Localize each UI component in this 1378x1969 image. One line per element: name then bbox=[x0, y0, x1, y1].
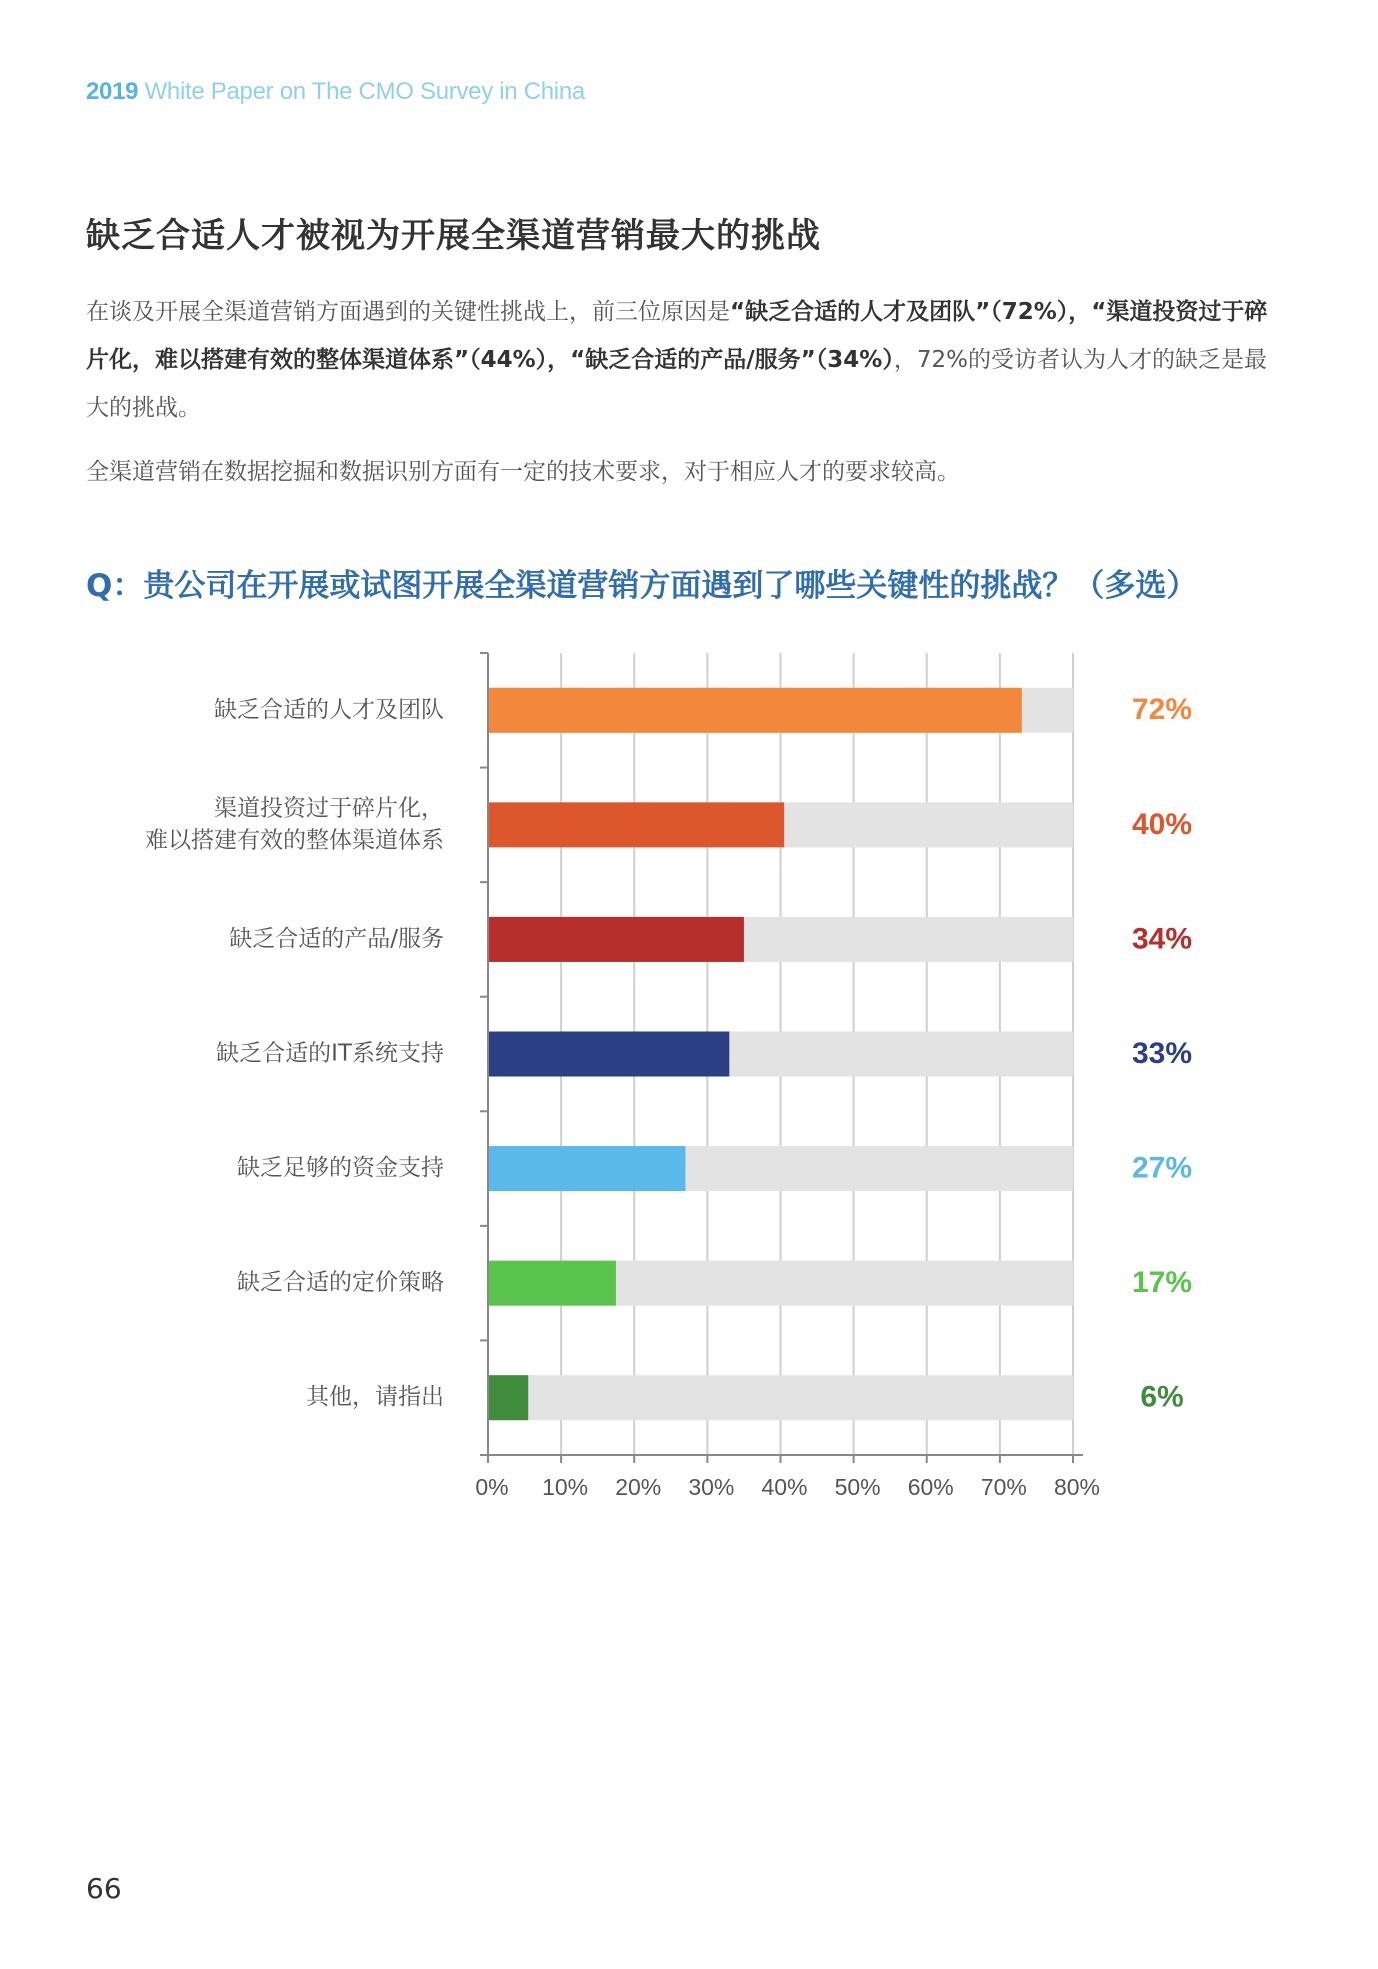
page-number: 66 bbox=[86, 1872, 122, 1905]
data-label: 33% bbox=[1131, 1036, 1193, 1070]
category-label: 缺乏合适的产品/服务 bbox=[229, 925, 444, 952]
bar-background bbox=[488, 1375, 1073, 1420]
bar bbox=[488, 688, 1022, 733]
category-label: 渠道投资过于碎片化， bbox=[214, 795, 444, 822]
intro-text-2: ，72%的受访者认为人才的缺乏是最大的挑战。 bbox=[86, 347, 1267, 421]
bar bbox=[488, 917, 744, 962]
x-tick-label: 80% bbox=[1053, 1474, 1101, 1500]
header-subtitle: White Paper on The CMO Survey in China bbox=[138, 78, 585, 105]
x-tick-label: 40% bbox=[761, 1474, 808, 1500]
data-label: 34% bbox=[1131, 922, 1193, 956]
bar bbox=[488, 1032, 729, 1077]
category-label: 缺乏合适的定价策略 bbox=[237, 1269, 444, 1296]
category-label: 缺乏合适的IT系统支持 bbox=[216, 1040, 444, 1067]
secondary-paragraph: 全渠道营销在数据挖掘和数据识别方面有一定的技术要求，对于相应人才的要求较高。 bbox=[86, 459, 960, 485]
data-label: 17% bbox=[1131, 1266, 1193, 1300]
bar bbox=[488, 1375, 528, 1420]
data-label: 72% bbox=[1131, 693, 1193, 727]
intro-text-1: 在谈及开展全渠道营销方面遇到的关键性挑战上，前三位原因是 bbox=[86, 299, 730, 325]
page-title: 缺乏合适人才被视为开展全渠道营销最大的挑战 bbox=[86, 216, 821, 256]
x-tick-label: 10% bbox=[542, 1474, 589, 1500]
x-tick-label: 0% bbox=[475, 1474, 509, 1500]
x-tick-label: 20% bbox=[615, 1474, 662, 1500]
intro-bold-reasons: “缺乏合适的人才及团队”（72%），“渠道投资过于碎片化，难以搭建有效的整体渠道体系”（44%），“缺乏合适的产品/服务”（34%） bbox=[86, 299, 1268, 373]
header-year: 2019 bbox=[86, 78, 139, 105]
x-tick-label: 30% bbox=[688, 1474, 735, 1500]
category-label: 难以搭建有效的整体渠道体系 bbox=[145, 827, 444, 854]
data-label: 27% bbox=[1131, 1151, 1193, 1185]
category-label: 缺乏合适的人才及团队 bbox=[214, 696, 444, 723]
category-label: 其他，请指出 bbox=[306, 1384, 444, 1411]
x-tick-label: 50% bbox=[834, 1474, 881, 1500]
bar bbox=[488, 802, 784, 847]
category-label: 缺乏足够的资金支持 bbox=[237, 1155, 444, 1182]
data-label: 40% bbox=[1131, 807, 1193, 841]
x-tick-label: 60% bbox=[907, 1474, 954, 1500]
data-label: 6% bbox=[1140, 1380, 1184, 1414]
bar bbox=[488, 1261, 616, 1306]
bar bbox=[488, 1146, 685, 1191]
survey-question: Q：贵公司在开展或试图开展全渠道营销方面遇到了哪些关键性的挑战？（多选） bbox=[86, 568, 1198, 604]
x-tick-label: 70% bbox=[980, 1474, 1027, 1500]
